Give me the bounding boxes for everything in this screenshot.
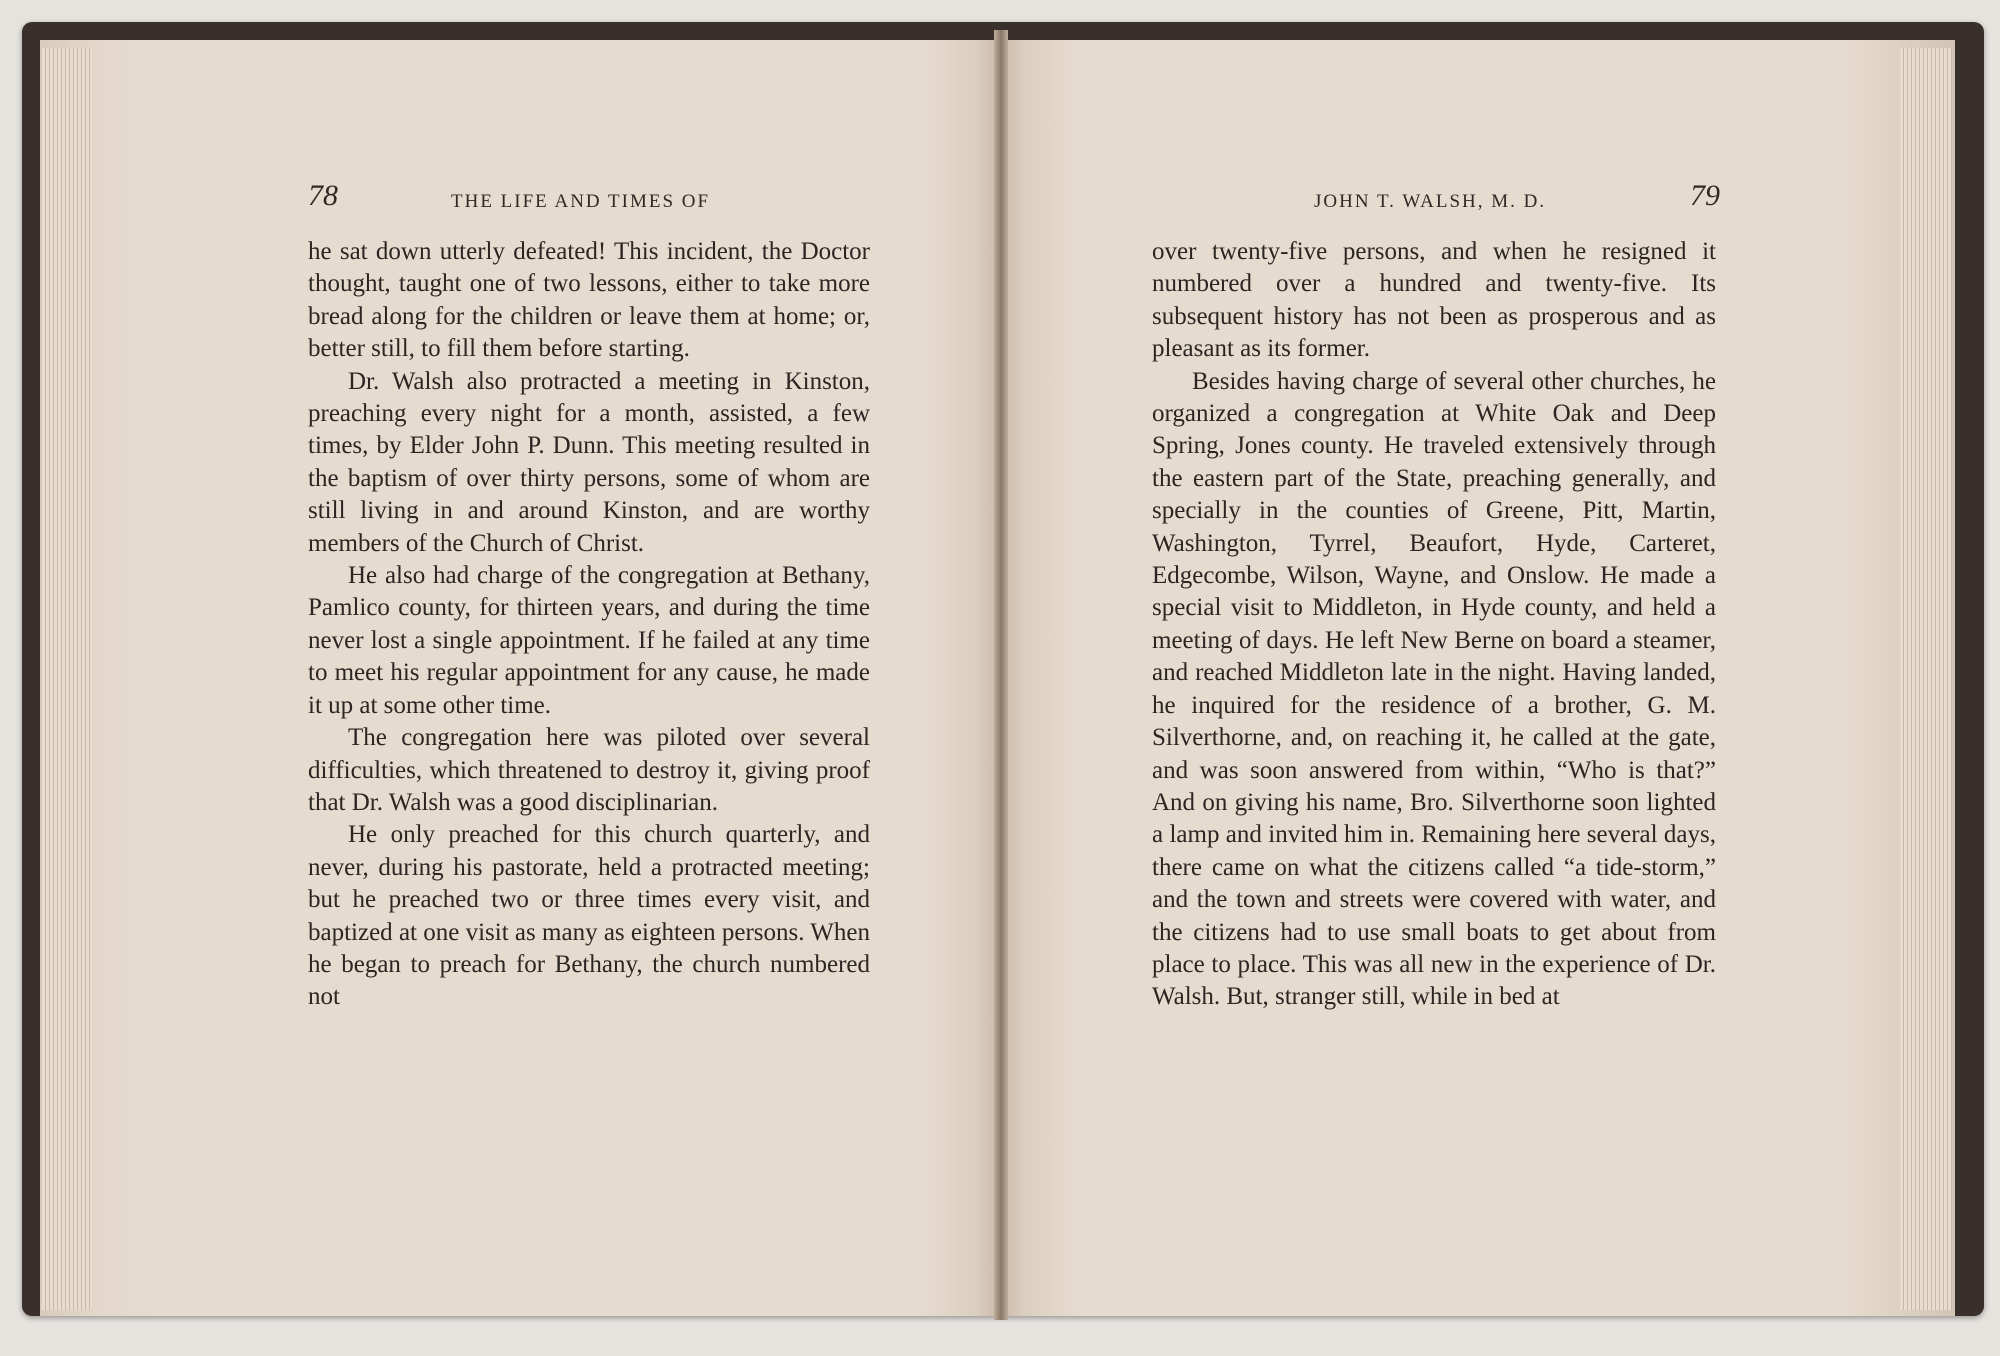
right-page-number: 79 — [1690, 179, 1720, 212]
left-running-head: THE LIFE AND TIMES OF — [451, 191, 711, 212]
right-running-header — [1150, 179, 1720, 223]
paragraph: Dr. Walsh also protracted a meeting in Kinston, preaching every night for a month, assisted, a few times, by Elder John P. Dunn. This meeting resulted in the baptism of over thirty persons, some of whom are still living in and around Kinston, and are worthy members of the Church of Christ. — [308, 367, 870, 557]
paragraph: He also had charge of the congregation at Bethany, Pamlico county, for thirteen years, and during the time never lost a single appointment. If he failed at any time to meet his regular appointment for any cause, he made it up at some other time. — [308, 562, 870, 719]
paragraph: He only preached for this church quarterly, and never, during his pastorate, held a protracted meeting; but he preached two or three times every visit, and baptized at one visit as many as eighteen persons. When he began to preach for Bethany, the church numbered not — [308, 821, 870, 1011]
left-page-edges — [42, 48, 92, 1310]
paragraph: he sat down utterly defeated! This incident, the Doctor thought, taught one of two lessons, either to take more bread along for the children or leave them at home; or, better still, to fill them before starting. — [308, 238, 870, 363]
left-running-header — [306, 179, 886, 223]
paragraph: Besides having charge of several other churches, he organized a congregation at White Oak and Deep Spring, Jones county. He traveled extensively through the eastern part of the State, preaching generally, and specially in the counties of Greene, Pitt, Martin, Washington, Tyrrel, Beaufort, Hyde, Carteret, Edgecombe, Wilson, Wayne, and Onslow. He made a special visit to Middleton, in Hyde county, and held a meeting of days. He left New Berne on board a steamer, and reached Middleton late in the night. Having landed, he inquired for the residence of a brother, G. M. Silverthorne, and, on reaching it, he called at the gate, and was soon answered from within, “Who is that?” And on giving his name, Bro. Silverthorne soon lighted a lamp and invited him in. Remaining here several days, there came on what the citizens called “a tide-storm,” and the town and streets were covered with water, and the citizens had to use small boats to get about from place to place. This was all new in the experience of Dr. Walsh. But, stranger still, while in bed at — [1152, 367, 1716, 1011]
book-gutter — [994, 30, 1008, 1320]
paragraph: The congregation here was piloted over several difficulties, which threatened to destroy it, giving proof that Dr. Walsh was a good disciplinarian. — [308, 724, 870, 816]
right-running-head: JOHN T. WALSH, M. D. — [1314, 191, 1547, 212]
right-page-text — [1152, 236, 1716, 1014]
right-page-edges — [1900, 48, 1952, 1310]
left-page-text — [308, 236, 870, 1014]
paragraph: over twenty-five persons, and when he resigned it numbered over a hundred and twenty-five. Its subsequent history has not been as prosperous and as pleasant as its former. — [1152, 238, 1716, 363]
left-page-number: 78 — [308, 179, 338, 212]
